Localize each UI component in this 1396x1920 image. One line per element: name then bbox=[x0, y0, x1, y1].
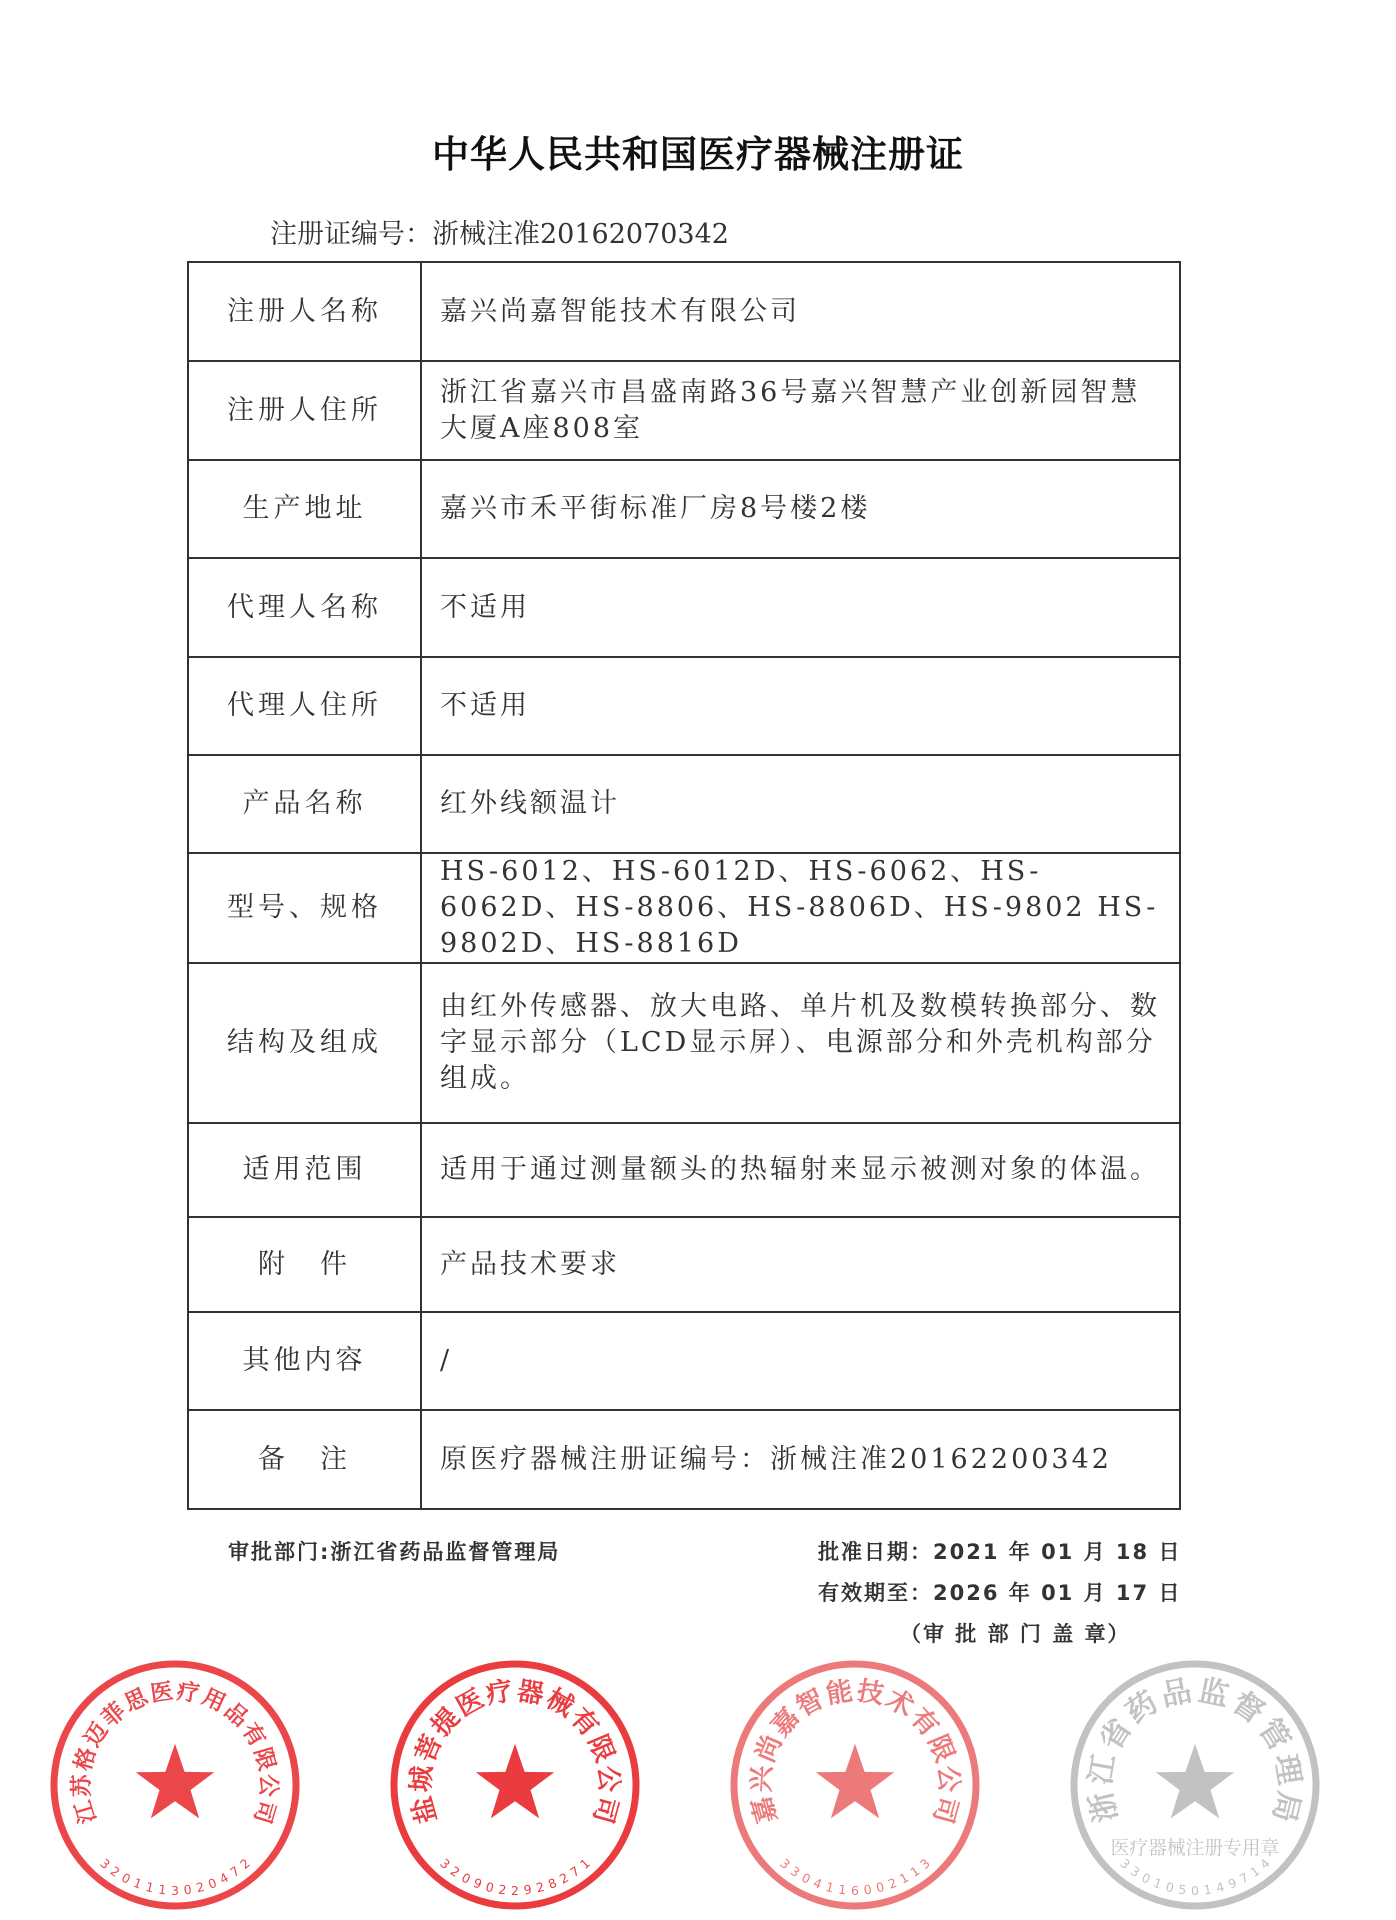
table-row bbox=[188, 1312, 1180, 1410]
svg-text:3: 3 bbox=[171, 1882, 179, 1898]
row-label: 结构及组成 bbox=[188, 963, 421, 1123]
table-row bbox=[188, 1217, 1180, 1312]
row-label: 型号、规格 bbox=[188, 853, 421, 963]
table-row bbox=[188, 1410, 1180, 1509]
table-row bbox=[188, 963, 1180, 1123]
svg-text:7: 7 bbox=[1236, 1869, 1251, 1887]
table-row bbox=[188, 558, 1180, 657]
svg-text:0: 0 bbox=[119, 1869, 134, 1887]
registration-number: 浙械注准20162070342 bbox=[432, 219, 729, 250]
svg-text:1: 1 bbox=[837, 1881, 848, 1898]
svg-text:2: 2 bbox=[885, 1874, 899, 1892]
svg-text:1: 1 bbox=[1247, 1863, 1263, 1881]
svg-text:兴: 兴 bbox=[746, 1764, 779, 1794]
seal-note: （审 批 部 门 盖 章） bbox=[900, 1622, 1131, 1646]
svg-text:2: 2 bbox=[511, 1882, 519, 1898]
svg-text:9: 9 bbox=[471, 1874, 485, 1892]
row-label: 注册人名称 bbox=[188, 262, 421, 361]
svg-text:2: 2 bbox=[534, 1878, 546, 1896]
company-seal-yancheng bbox=[380, 1650, 650, 1920]
svg-text:1: 1 bbox=[1151, 1874, 1165, 1892]
svg-text:2: 2 bbox=[497, 1881, 508, 1898]
svg-text:3: 3 bbox=[437, 1855, 454, 1873]
table-row bbox=[188, 460, 1180, 558]
svg-text:1: 1 bbox=[1202, 1881, 1213, 1898]
table-row bbox=[188, 361, 1180, 460]
svg-text:医疗器械注册专用章: 医疗器械注册专用章 bbox=[1110, 1837, 1280, 1859]
row-label: 代理人住所 bbox=[188, 657, 421, 755]
row-label: 其他内容 bbox=[188, 1312, 421, 1410]
company-seal-jiangsu bbox=[40, 1650, 310, 1920]
svg-text:能: 能 bbox=[824, 1676, 855, 1711]
svg-text:局: 局 bbox=[1265, 1788, 1307, 1826]
svg-text:术: 术 bbox=[880, 1683, 919, 1723]
svg-text:3: 3 bbox=[97, 1855, 114, 1873]
svg-text:司: 司 bbox=[586, 1793, 623, 1827]
svg-text:3: 3 bbox=[1127, 1863, 1143, 1881]
valid-until: 有效期至：2026 年 01 月 17 日 bbox=[818, 1581, 1182, 1605]
svg-text:0: 0 bbox=[1164, 1878, 1176, 1896]
svg-text:药: 药 bbox=[1119, 1685, 1165, 1731]
table-row bbox=[188, 1123, 1180, 1217]
svg-text:理: 理 bbox=[1267, 1751, 1307, 1788]
row-value: 适用于通过测量额头的热辐射来显示被测对象的体温。 bbox=[421, 1123, 1180, 1217]
svg-text:限: 限 bbox=[581, 1730, 620, 1767]
row-label: 注册人住所 bbox=[188, 361, 421, 460]
svg-text:格: 格 bbox=[70, 1744, 102, 1774]
svg-text:2: 2 bbox=[447, 1863, 463, 1881]
svg-text:4: 4 bbox=[1214, 1878, 1226, 1896]
table-row bbox=[188, 262, 1180, 361]
svg-text:品: 品 bbox=[1158, 1673, 1195, 1714]
svg-text:7: 7 bbox=[227, 1863, 243, 1881]
row-label: 产品名称 bbox=[188, 755, 421, 853]
svg-text:用: 用 bbox=[198, 1683, 230, 1717]
svg-text:管: 管 bbox=[1251, 1712, 1297, 1757]
svg-text:3: 3 bbox=[777, 1855, 794, 1873]
table-row bbox=[188, 755, 1180, 853]
svg-text:医: 医 bbox=[148, 1678, 175, 1708]
svg-text:0: 0 bbox=[799, 1869, 814, 1887]
svg-text:器: 器 bbox=[515, 1676, 546, 1711]
svg-text:监: 监 bbox=[1195, 1673, 1232, 1714]
official-seal-zhejiang bbox=[1060, 1650, 1330, 1920]
row-value: 嘉兴市禾平街标准厂房8号楼2楼 bbox=[421, 460, 1180, 558]
svg-text:盐: 盐 bbox=[407, 1793, 444, 1827]
svg-text:1: 1 bbox=[576, 1855, 593, 1873]
svg-text:疗: 疗 bbox=[484, 1676, 515, 1711]
registration-number-line bbox=[270, 212, 729, 251]
svg-text:江: 江 bbox=[70, 1797, 102, 1827]
svg-text:司: 司 bbox=[926, 1793, 963, 1827]
svg-text:0: 0 bbox=[1139, 1869, 1154, 1887]
document-title: 中华人民共和国医疗器械注册证 bbox=[432, 133, 964, 176]
row-value: 原医疗器械注册证编号：浙械注准20162200342 bbox=[421, 1410, 1180, 1509]
svg-text:公: 公 bbox=[254, 1774, 282, 1797]
svg-text:公: 公 bbox=[591, 1764, 624, 1794]
svg-text:0: 0 bbox=[182, 1881, 193, 1898]
svg-text:1: 1 bbox=[907, 1863, 923, 1881]
svg-text:司: 司 bbox=[248, 1797, 280, 1827]
svg-text:0: 0 bbox=[484, 1878, 496, 1896]
svg-text:限: 限 bbox=[921, 1730, 960, 1767]
svg-text:有: 有 bbox=[564, 1702, 605, 1743]
svg-text:有: 有 bbox=[904, 1702, 945, 1743]
svg-text:江: 江 bbox=[1083, 1751, 1123, 1788]
svg-text:公: 公 bbox=[931, 1764, 964, 1794]
svg-text:城: 城 bbox=[406, 1764, 439, 1794]
svg-text:0: 0 bbox=[205, 1874, 219, 1892]
svg-text:苏: 苏 bbox=[68, 1774, 96, 1797]
registration-number-label: 注册证编号： bbox=[270, 219, 432, 250]
svg-text:尚: 尚 bbox=[750, 1730, 789, 1767]
svg-text:3: 3 bbox=[916, 1855, 933, 1873]
approval-department: 审批部门:浙江省药品监督管理局 bbox=[228, 1540, 561, 1564]
svg-text:9: 9 bbox=[522, 1881, 533, 1898]
svg-text:2: 2 bbox=[194, 1878, 206, 1896]
svg-text:9: 9 bbox=[1225, 1874, 1239, 1892]
svg-text:菩: 菩 bbox=[410, 1730, 449, 1767]
approval-date: 批准日期：2021 年 01 月 18 日 bbox=[818, 1540, 1182, 1564]
svg-text:0: 0 bbox=[459, 1869, 474, 1887]
svg-text:4: 4 bbox=[811, 1874, 825, 1892]
svg-text:有: 有 bbox=[236, 1718, 271, 1752]
svg-text:医: 医 bbox=[451, 1683, 490, 1723]
svg-text:1: 1 bbox=[896, 1869, 911, 1887]
svg-text:菲: 菲 bbox=[96, 1697, 131, 1733]
svg-text:0: 0 bbox=[874, 1878, 886, 1896]
svg-text:嘉: 嘉 bbox=[747, 1793, 784, 1827]
certificate-table bbox=[187, 261, 1181, 1510]
svg-text:省: 省 bbox=[1093, 1712, 1139, 1757]
svg-text:8: 8 bbox=[545, 1874, 559, 1892]
svg-text:1: 1 bbox=[144, 1878, 156, 1896]
row-value: HS-6012、HS-6012D、HS-6062、HS-6062D、HS-8806、HS-8806D、HS-9802 HS-9802D、HS-8816D bbox=[421, 853, 1180, 963]
svg-text:4: 4 bbox=[216, 1869, 231, 1887]
svg-text:1: 1 bbox=[824, 1878, 836, 1896]
row-value: 浙江省嘉兴市昌盛南路36号嘉兴智慧产业创新园智慧大厦A座808室 bbox=[421, 361, 1180, 460]
svg-text:技: 技 bbox=[855, 1676, 886, 1711]
row-value: 嘉兴尚嘉智能技术有限公司 bbox=[421, 262, 1180, 361]
row-label: 代理人名称 bbox=[188, 558, 421, 657]
row-label: 备 注 bbox=[188, 1410, 421, 1509]
svg-text:嘉: 嘉 bbox=[765, 1702, 806, 1743]
svg-text:3: 3 bbox=[1117, 1855, 1134, 1873]
svg-text:迈: 迈 bbox=[79, 1718, 114, 1752]
svg-text:3: 3 bbox=[787, 1863, 803, 1881]
svg-text:0: 0 bbox=[1191, 1882, 1199, 1898]
table-row bbox=[188, 853, 1180, 963]
row-value: / bbox=[421, 1312, 1180, 1410]
row-value: 不适用 bbox=[421, 657, 1180, 755]
table-row bbox=[188, 657, 1180, 755]
svg-text:2: 2 bbox=[107, 1863, 123, 1881]
svg-text:1: 1 bbox=[157, 1881, 168, 1898]
svg-text:4: 4 bbox=[1256, 1855, 1273, 1873]
svg-text:6: 6 bbox=[851, 1882, 859, 1898]
svg-text:械: 械 bbox=[540, 1683, 579, 1723]
company-seal-jiaxing bbox=[720, 1650, 990, 1920]
svg-text:疗: 疗 bbox=[175, 1678, 202, 1708]
svg-text:提: 提 bbox=[425, 1702, 466, 1743]
svg-text:2: 2 bbox=[556, 1869, 571, 1887]
row-label: 适用范围 bbox=[188, 1123, 421, 1217]
svg-text:品: 品 bbox=[219, 1697, 254, 1733]
svg-text:督: 督 bbox=[1225, 1685, 1271, 1731]
svg-text:7: 7 bbox=[567, 1863, 583, 1881]
svg-text:5: 5 bbox=[1177, 1881, 1188, 1898]
row-label: 生产地址 bbox=[188, 460, 421, 558]
svg-text:1: 1 bbox=[131, 1874, 145, 1892]
row-label: 附 件 bbox=[188, 1217, 421, 1312]
svg-text:浙: 浙 bbox=[1083, 1788, 1125, 1826]
svg-text:0: 0 bbox=[862, 1881, 873, 1898]
row-value: 由红外传感器、放大电路、单片机及数模转换部分、数字显示部分（LCD显示屏）、电源部分和外壳机构部分组成。 bbox=[421, 963, 1180, 1123]
row-value: 红外线额温计 bbox=[421, 755, 1180, 853]
row-value: 不适用 bbox=[421, 558, 1180, 657]
svg-text:限: 限 bbox=[248, 1744, 280, 1774]
svg-text:2: 2 bbox=[236, 1855, 253, 1873]
row-value: 产品技术要求 bbox=[421, 1217, 1180, 1312]
svg-text:思: 思 bbox=[120, 1683, 152, 1717]
svg-text:智: 智 bbox=[791, 1683, 830, 1723]
